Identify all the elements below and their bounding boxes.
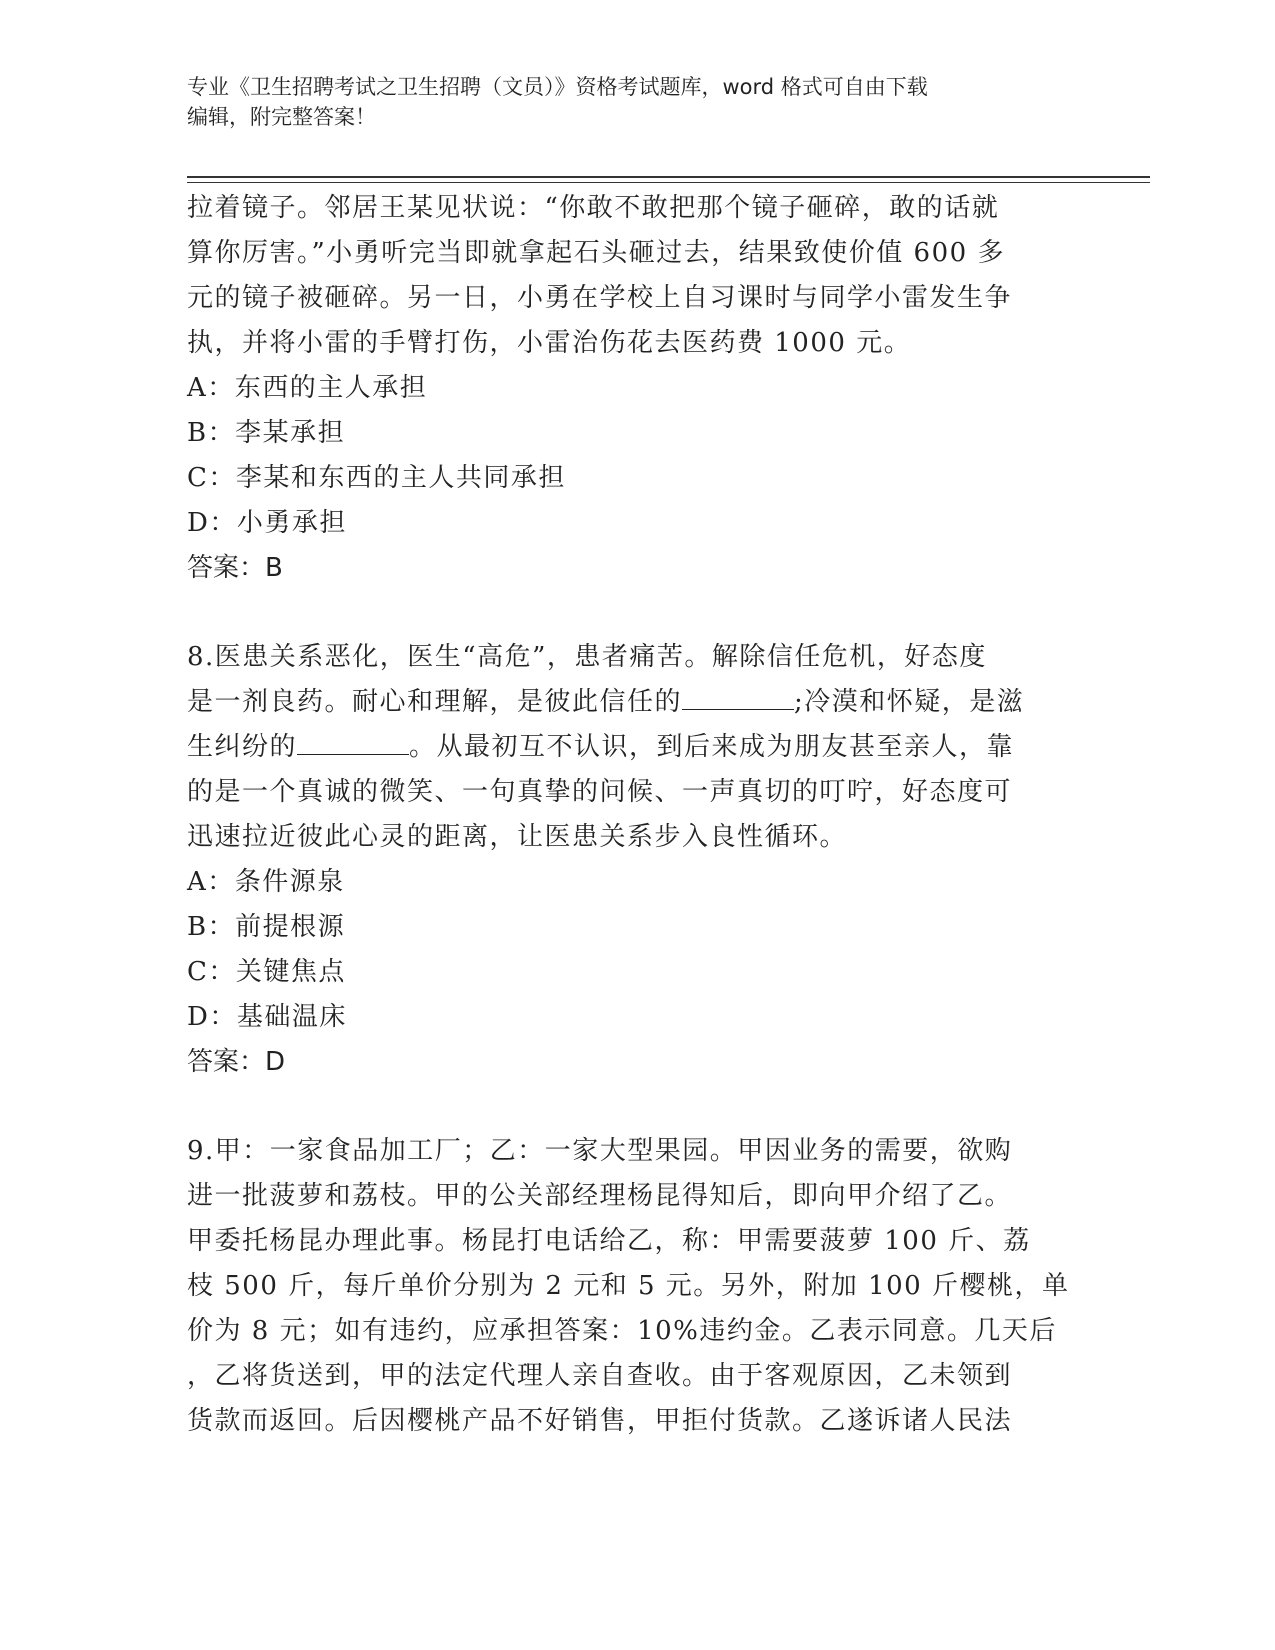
header-line-1: 专业《卫生招聘考试之卫生招聘（文员）》资格考试题库，word 格式可自由下载	[187, 75, 928, 99]
question-text-line: 9.甲：一家食品加工厂；乙：一家大型果园。甲因业务的需要，欲购	[187, 1136, 1013, 1166]
option-c: C：李某和东西的主人共同承担	[187, 463, 566, 493]
option-b: B：前提根源	[187, 912, 346, 942]
header-line-2: 编辑，附完整答案！	[187, 105, 376, 129]
question-8	[187, 635, 1077, 1085]
option-d: D：基础温床	[187, 1002, 347, 1032]
question-text-line: 迅速拉近彼此心灵的距离，让医患关系步入良性循环。	[187, 822, 848, 852]
option-a: A：东西的主人承担	[187, 373, 428, 403]
question-9	[187, 1129, 1077, 1444]
option-c: C：关键焦点	[187, 957, 346, 987]
question-text-line: 元的镜子被砸碎。另一日，小勇在学校上自习课时与同学小雷发生争	[187, 283, 1013, 313]
option-d: D：小勇承担	[187, 508, 347, 538]
header-rule-thin	[187, 182, 1150, 183]
question-text-line: 价为 8 元；如有违约，应承担答案：10%违约金。乙表示同意。几天后	[187, 1316, 1057, 1346]
spacer	[187, 1085, 1077, 1129]
header-rule-thick	[187, 176, 1150, 178]
question-text-line: 枝 500 斤，每斤单价分别为 2 元和 5 元。另外，附加 100 斤樱桃，单	[187, 1271, 1070, 1301]
question-text-line: 的是一个真诚的微笑、一句真挚的问候、一声真切的叮咛，好态度可	[187, 777, 1013, 807]
question-text-line: ，乙将货送到，甲的法定代理人亲自查收。由于客观原因，乙未领到	[187, 1361, 1013, 1391]
page-header	[187, 72, 1087, 132]
question-text-line: 货款而返回。后因樱桃产品不好销售，甲拒付货款。乙遂诉诸人民法	[187, 1406, 1013, 1436]
answer-line: 答案：B	[187, 553, 283, 583]
question-text-line	[187, 725, 1077, 770]
question-text-line: 进一批菠萝和荔枝。甲的公关部经理杨昆得知后，即向甲介绍了乙。	[187, 1181, 1013, 1211]
page-content	[187, 186, 1077, 1444]
fill-blank	[297, 728, 409, 755]
text-segment: 生纠纷的	[187, 732, 298, 762]
option-b: B：李某承担	[187, 418, 346, 448]
question-text-line: 8.医患关系恶化，医生“高危”，患者痛苦。解除信任危机，好态度	[187, 642, 987, 672]
spacer	[187, 591, 1077, 635]
question-text-line	[187, 680, 1077, 725]
text-segment: 。从最初互不认识，到后来成为朋友甚至亲人，靠	[409, 732, 1015, 762]
question-7	[187, 186, 1077, 591]
text-segment: 是一剂良药。耐心和理解，是彼此信任的	[187, 687, 683, 717]
answer-line: 答案：D	[187, 1047, 286, 1077]
text-segment: ;冷漠和怀疑，是滋	[794, 687, 1025, 717]
question-text-line: 拉着镜子。邻居王某见状说：“你敢不敢把那个镜子砸碎，敢的话就	[187, 193, 1000, 223]
question-text-line: 算你厉害。”小勇听完当即就拿起石头砸过去，结果致使价值 600 多	[187, 238, 1005, 268]
option-a: A：条件源泉	[187, 867, 345, 897]
question-text-line: 执，并将小雷的手臂打伤，小雷治伤花去医药费 1000 元。	[187, 328, 912, 358]
question-text-line: 甲委托杨昆办理此事。杨昆打电话给乙，称：甲需要菠萝 100 斤、荔	[187, 1226, 1031, 1256]
fill-blank	[682, 683, 794, 710]
